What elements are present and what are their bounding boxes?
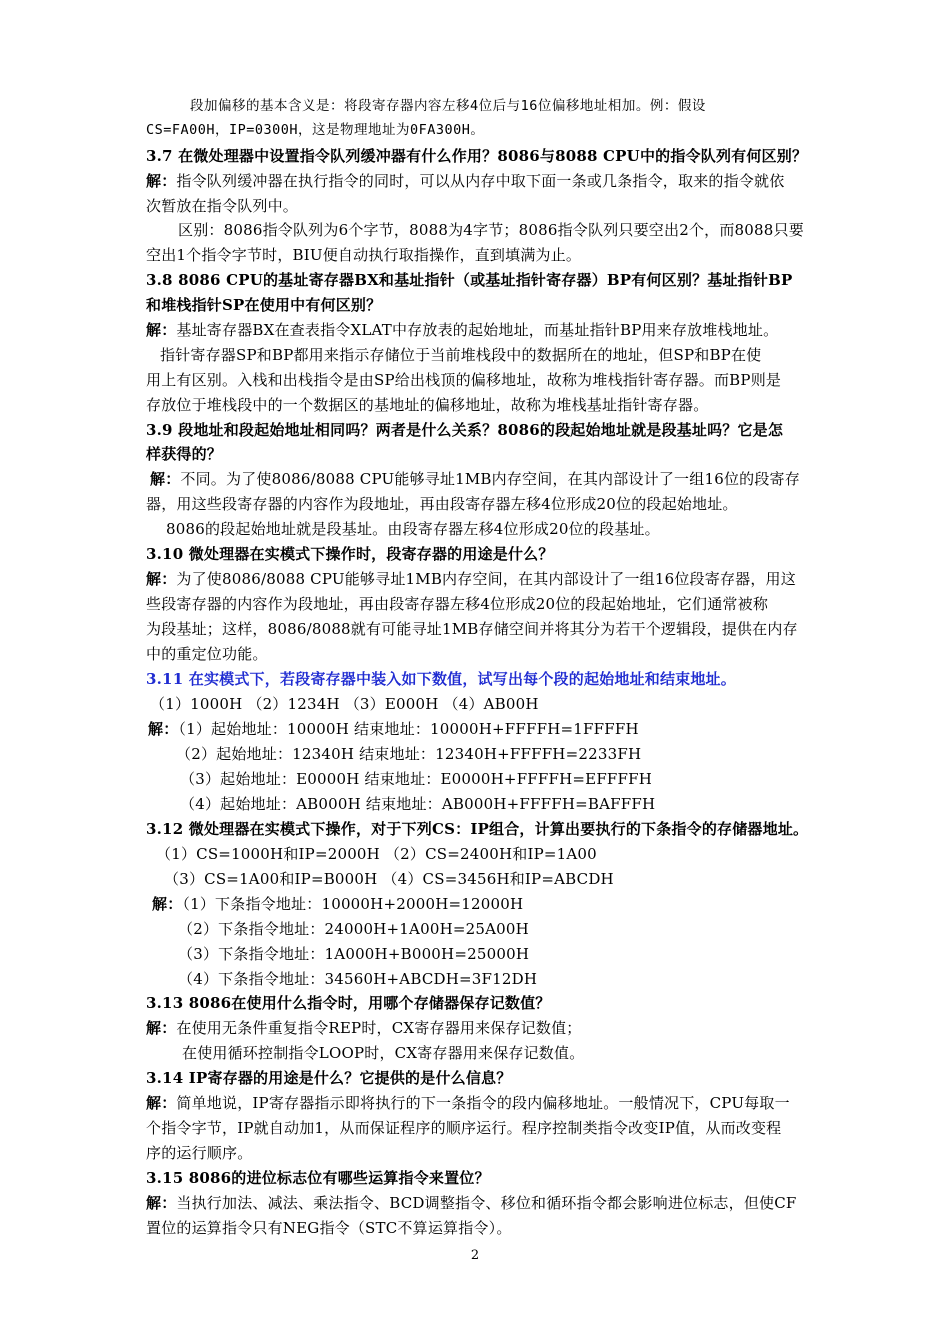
answer-line	[148, 719, 639, 739]
question-heading: 3.12 微处理器在实模式下操作，对于下列CS：IP组合，计算出要执行的下条指令的存储器地址。	[146, 820, 809, 838]
answer-label: 解：	[146, 1094, 177, 1112]
answer-label: 解：	[146, 570, 177, 588]
text-line: 存放位于堆栈段中的一个数据区的基地址的偏移地址，故称为堆栈基址指针寄存器。	[146, 396, 709, 414]
answer-line	[146, 320, 778, 340]
answer-label: 解：	[146, 321, 177, 339]
text-line: 序的运行顺序。	[146, 1144, 253, 1162]
text-line: 在使用循环控制指令LOOP时，CX寄存器用来保存记数值。	[182, 1044, 585, 1062]
text-line: 区别：8086指令队列为6个字节，8088为4字节；8086指令队列只要空出2个，而8088只要	[178, 221, 804, 239]
text-line: （1）CS=1000H和IP=2000H （2）CS=2400H和IP=1A00	[156, 845, 597, 863]
question-heading: 3.15 8086的进位标志位有哪些运算指令来置位？	[146, 1169, 490, 1187]
answer-text: 指令队列缓冲器在执行指令的同时，可以从内存中取下面一条或几条指令，取来的指令就依	[176, 172, 785, 190]
text-line: 个指令字节，IP就自动加1，从而保证程序的顺序运行。程序控制类指令改变IP值，从而改变程	[146, 1119, 782, 1137]
answer-line	[152, 894, 523, 914]
answer-label: 解：	[146, 1194, 177, 1212]
answer-line	[146, 171, 784, 191]
text-line: 次暂放在指令队列中。	[146, 197, 299, 215]
text-line: 器，用这些段寄存器的内容作为段地址，再由段寄存器左移4位形成20位的段起始地址。	[146, 495, 738, 513]
text-line: CS=FA00H，IP=0300H，这是物理地址为0FA300H。	[146, 122, 485, 138]
question-heading: 样获得的？	[146, 445, 223, 463]
question-heading: 3.13 8086在使用什么指令时，用哪个存储器保存记数值？	[146, 994, 551, 1012]
text-line: （1）1000H （2）1234H （3）E000H （4）AB00H	[150, 695, 539, 713]
answer-label: 解：	[148, 720, 179, 738]
text-line: （4）下条指令地址：34560H+ABCDH=3F12DH	[178, 970, 538, 988]
question-heading: 3.14 IP寄存器的用途是什么？它提供的是什么信息？	[146, 1069, 512, 1087]
question-heading: 3.8 8086 CPU的基址寄存器BX和基址指针（或基址指针寄存器）BP有何区别？基址指针BP	[146, 271, 793, 289]
answer-text: 基址寄存器BX在查表指令XLAT中存放表的起始地址，而基址指针BP用来存放堆栈地址。	[176, 321, 779, 339]
text-line: 些段寄存器的内容作为段地址，再由段寄存器左移4位形成20位的段起始地址，它们通常被称	[146, 595, 769, 613]
answer-line	[146, 569, 796, 589]
answer-label: 解：	[146, 172, 177, 190]
answer-line	[146, 1093, 790, 1113]
answer-text: 不同。为了使8086/8088 CPU能够寻址1MB内存空间，在其内部设计了一组16位的段寄存	[180, 470, 800, 488]
answer-line	[150, 469, 800, 489]
answer-label: 解：	[150, 470, 181, 488]
answer-text: 在使用无条件重复指令REP时，CX寄存器用来保存记数值；	[176, 1019, 582, 1037]
text-line: 置位的运算指令只有NEG指令（STC不算运算指令）。	[146, 1219, 512, 1237]
text-line: （2）下条指令地址：24000H+1A00H=25A00H	[178, 920, 529, 938]
answer-text: （1）起始地址：10000H 结束地址：10000H+FFFFH=1FFFFH	[178, 720, 639, 738]
text-line: 指针寄存器SP和BP都用来指示存储位于当前堆栈段中的数据所在的地址，但SP和BP在使	[160, 346, 762, 364]
answer-text: 简单地说，IP寄存器指示即将执行的下一条指令的段内偏移地址。一般情况下，CPU每取一	[176, 1094, 790, 1112]
text-line: 中的重定位功能。	[146, 645, 268, 663]
answer-label: 解：	[152, 895, 183, 913]
text-line: 用上有区别。入栈和出栈指令是由SP给出栈顶的偏移地址，故称为堆栈指针寄存器。而BP则是	[146, 371, 782, 389]
question-heading: 3.11 在实模式下，若段寄存器中装入如下数值，试写出每个段的起始地址和结束地址。	[146, 670, 736, 688]
answer-text: （1）下条指令地址：10000H+2000H=12000H	[182, 895, 524, 913]
page-number: 2	[470, 1248, 480, 1263]
answer-line	[146, 1193, 797, 1213]
question-heading: 3.9 段地址和段起始地址相同吗？两者是什么关系？8086的段起始地址就是段基址吗？它是怎	[146, 421, 784, 439]
question-heading: 3.10 微处理器在实模式下操作时，段寄存器的用途是什么？	[146, 545, 554, 563]
answer-line	[146, 1018, 582, 1038]
text-line: 8086的段起始地址就是段基址。由段寄存器左移4位形成20位的段基址。	[166, 520, 660, 538]
answer-text: 为了使8086/8088 CPU能够寻址1MB内存空间，在其内部设计了一组16位段寄存器，用这	[176, 570, 796, 588]
text-line: （3）CS=1A00和IP=B000H （4）CS=3456H和IP=ABCDH	[164, 870, 614, 888]
text-line: 为段基址；这样，8086/8088就有可能寻址1MB存储空间并将其分为若干个逻辑段，提供在内存	[146, 620, 798, 638]
text-line: 空出1个指令字节时，BIU便自动执行取指操作，直到填满为止。	[146, 246, 582, 264]
text-line: （4）起始地址：AB000H 结束地址：AB000H+FFFFH=BAFFFH	[180, 795, 656, 813]
text-line: 段加偏移的基本含义是：将段寄存器内容左移4位后与16位偏移地址相加。例：假设	[190, 98, 706, 114]
text-line: （3）起始地址：E0000H 结束地址：E0000H+FFFFH=EFFFFH	[180, 770, 653, 788]
question-heading: 3.7 在微处理器中设置指令队列缓冲器有什么作用？8086与8088 CPU中的指令队列有何区别？	[146, 147, 808, 165]
answer-label: 解：	[146, 1019, 177, 1037]
text-line: （2）起始地址：12340H 结束地址：12340H+FFFFH=2233FH	[176, 745, 642, 763]
text-line: （3）下条指令地址：1A000H+B000H=25000H	[178, 945, 530, 963]
question-heading: 和堆栈指针SP在使用中有何区别？	[146, 296, 382, 314]
answer-text: 当执行加法、减法、乘法指令、BCD调整指令、移位和循环指令都会影响进位标志，但使CF	[176, 1194, 797, 1212]
